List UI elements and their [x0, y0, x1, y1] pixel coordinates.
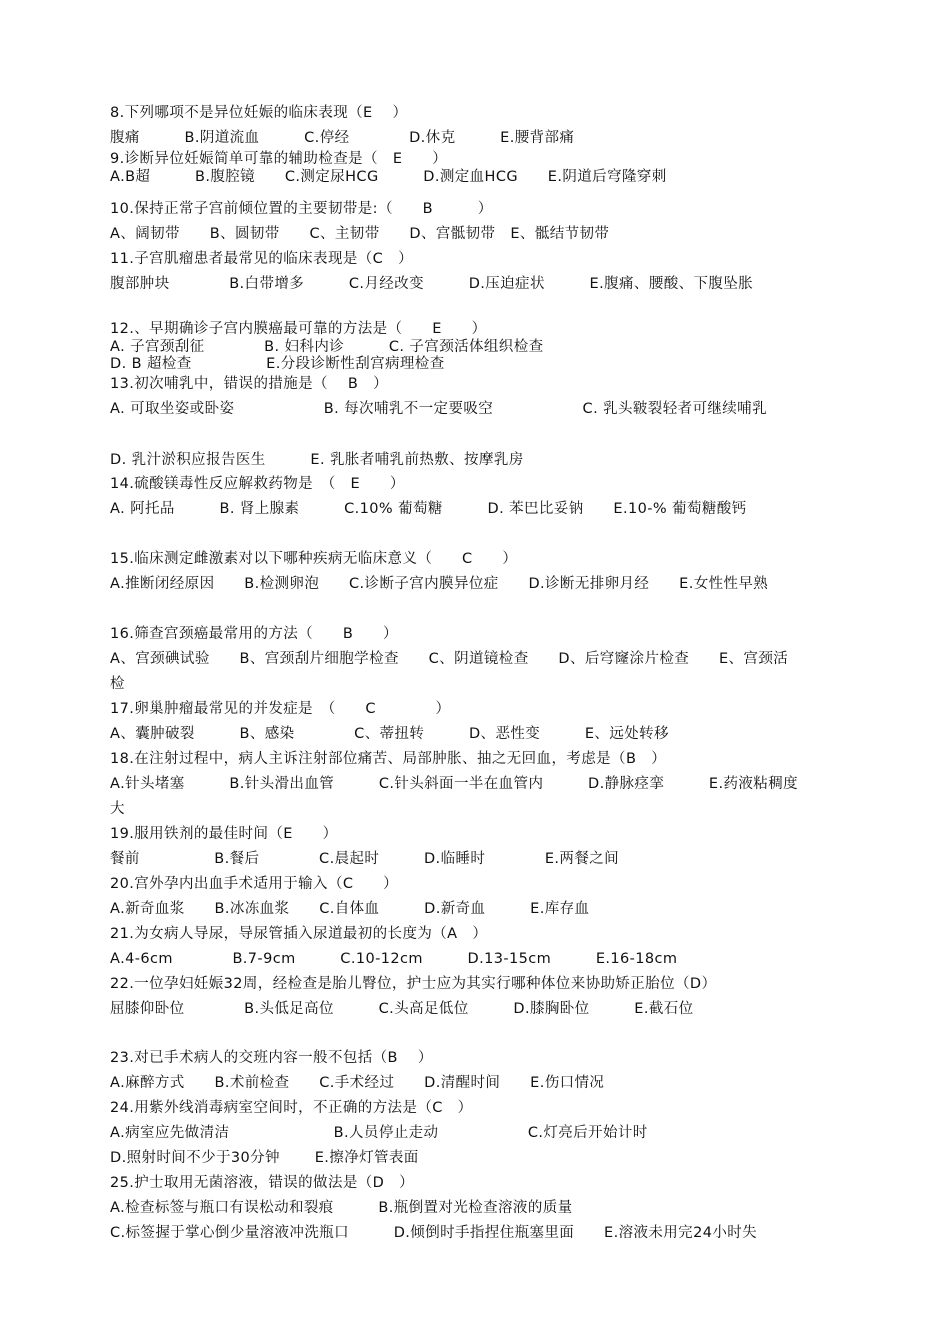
question-25-options-2: C.标签握于掌心倒少量溶液冲洗瓶口 D.倾倒时手指捏住瓶塞里面 E.溶液未用完24小时失 [110, 1225, 758, 1241]
question-22-options: 屈膝仰卧位 B.头低足高位 C.头高足低位 D.膝胸卧位 E.截石位 [110, 1001, 694, 1017]
question-16-options: A、宫颈碘试验 B、宫颈刮片细胞学检查 C、阴道镜检查 D、后穹窿涂片检查 E、宫颈活 [110, 651, 789, 667]
question-25-options-1: A.检查标签与瓶口有误松动和裂痕 B.瓶倒置对光检查溶液的质量 [110, 1200, 573, 1216]
question-24-options-1: A.病室应先做清洁 B.人员停止走动 C.灯亮后开始计时 [110, 1125, 648, 1141]
question-15-options: A.推断闭经原因 B.检测卵泡 C.诊断子宫内膜异位症 D.诊断无排卵月经 E.女性性早熟 [110, 576, 769, 592]
question-18: 18.在注射过程中，病人主诉注射部位痛苦、局部肿胀、抽之无回血，考虑是（B ） [110, 751, 667, 767]
question-12-options-2: D. B 超检查 E.分段诊断性刮宫病理检查 [110, 356, 445, 372]
question-9-options: A.B超 B.腹腔镜 C.测定尿HCG D.测定血HCG E.阴道后穹隆穿刺 [110, 169, 667, 185]
question-8: 8.下列哪项不是异位妊娠的临床表现（E ） [110, 105, 408, 121]
question-17-options: A、囊肿破裂 B、感染 C、蒂扭转 D、恶性变 E、远处转移 [110, 726, 669, 742]
question-16: 16.筛查宫颈癌最常用的方法（ B ） [110, 626, 398, 642]
question-11: 11.子宫肌瘤患者最常见的临床表现是（C ） [110, 251, 413, 267]
question-10: 10.保持正常子宫前倾位置的主要韧带是:（ B ） [110, 201, 493, 217]
question-12-options-1: A. 子宫颈刮征 B. 妇科内诊 C. 子宫颈活体组织检查 [110, 339, 544, 355]
question-24-options-2: D.照射时间不少于30分钟 E.擦净灯管表面 [110, 1150, 419, 1166]
question-18-options: A.针头堵塞 B.针头滑出血管 C.针头斜面一半在血管内 D.静脉痉挛 E.药液粘稠度 [110, 776, 799, 792]
question-14-options: A. 阿托品 B. 肾上腺素 C.10% 葡萄糖 D. 苯巴比妥钠 E.10-% 葡萄糖酸钙 [110, 501, 747, 517]
question-25: 25.护士取用无菌溶液，错误的做法是（D ） [110, 1175, 415, 1191]
question-12: 12.、早期确诊子宫内膜癌最可靠的方法是（ E ） [110, 321, 487, 337]
question-19-options: 餐前 B.餐后 C.晨起时 D.临睡时 E.两餐之间 [110, 851, 620, 867]
question-14: 14.硫酸镁毒性反应解救药物是 （ E ） [110, 476, 405, 492]
question-10-options: A、阔韧带 B、圆韧带 C、主韧带 D、宫骶韧带 E、骶结节韧带 [110, 226, 610, 242]
question-15: 15.临床测定雌激素对以下哪种疾病无临床意义（ C ） [110, 551, 518, 567]
question-23-options: A.麻醉方式 B.术前检查 C.手术经过 D.清醒时间 E.伤口情况 [110, 1075, 605, 1091]
question-23: 23.对已手术病人的交班内容一般不包括（B ） [110, 1050, 433, 1066]
question-21: 21.为女病人导尿，导尿管插入尿道最初的长度为（A ） [110, 926, 488, 942]
question-13: 13.初次哺乳中，错误的措施是（ B ） [110, 376, 389, 392]
question-16-options-wrap: 检 [110, 676, 125, 692]
question-9: 9.诊断异位妊娠简单可靠的辅助检查是（ E ） [110, 151, 448, 167]
question-8-options: 腹痛 B.阴道流血 C.停经 D.休克 E.腰背部痛 [110, 130, 575, 146]
question-20-options: A.新奇血浆 B.冰冻血浆 C.自体血 D.新奇血 E.库存血 [110, 901, 590, 917]
question-13-options-1: A. 可取坐姿或卧姿 B. 每次哺乳不一定要吸空 C. 乳头皲裂轻者可继续哺乳 [110, 401, 767, 417]
question-18-options-wrap: 大 [110, 801, 125, 817]
question-11-options: 腹部肿块 B.白带增多 C.月经改变 D.压迫症状 E.腹痛、腰酸、下腹坠胀 [110, 276, 754, 292]
question-22: 22.一位孕妇妊娠32周，经检查是胎儿臀位，护士应为其实行哪种体位来协助矫正胎位（D） [110, 976, 717, 992]
question-20: 20.宫外孕内出血手术适用于输入（C ） [110, 876, 399, 892]
question-24: 24.用紫外线消毒病室空间时，不正确的方法是（C ） [110, 1100, 473, 1116]
question-17: 17.卵巢肿瘤最常见的并发症是 （ C ） [110, 701, 451, 717]
question-21-options: A.4-6cm B.7-9cm C.10-12cm D.13-15cm E.16-18cm [110, 951, 678, 967]
question-19: 19.服用铁剂的最佳时间（E ） [110, 826, 338, 842]
question-13-options-2: D. 乳汁淤积应报告医生 E. 乳胀者哺乳前热敷、按摩乳房 [110, 452, 524, 468]
